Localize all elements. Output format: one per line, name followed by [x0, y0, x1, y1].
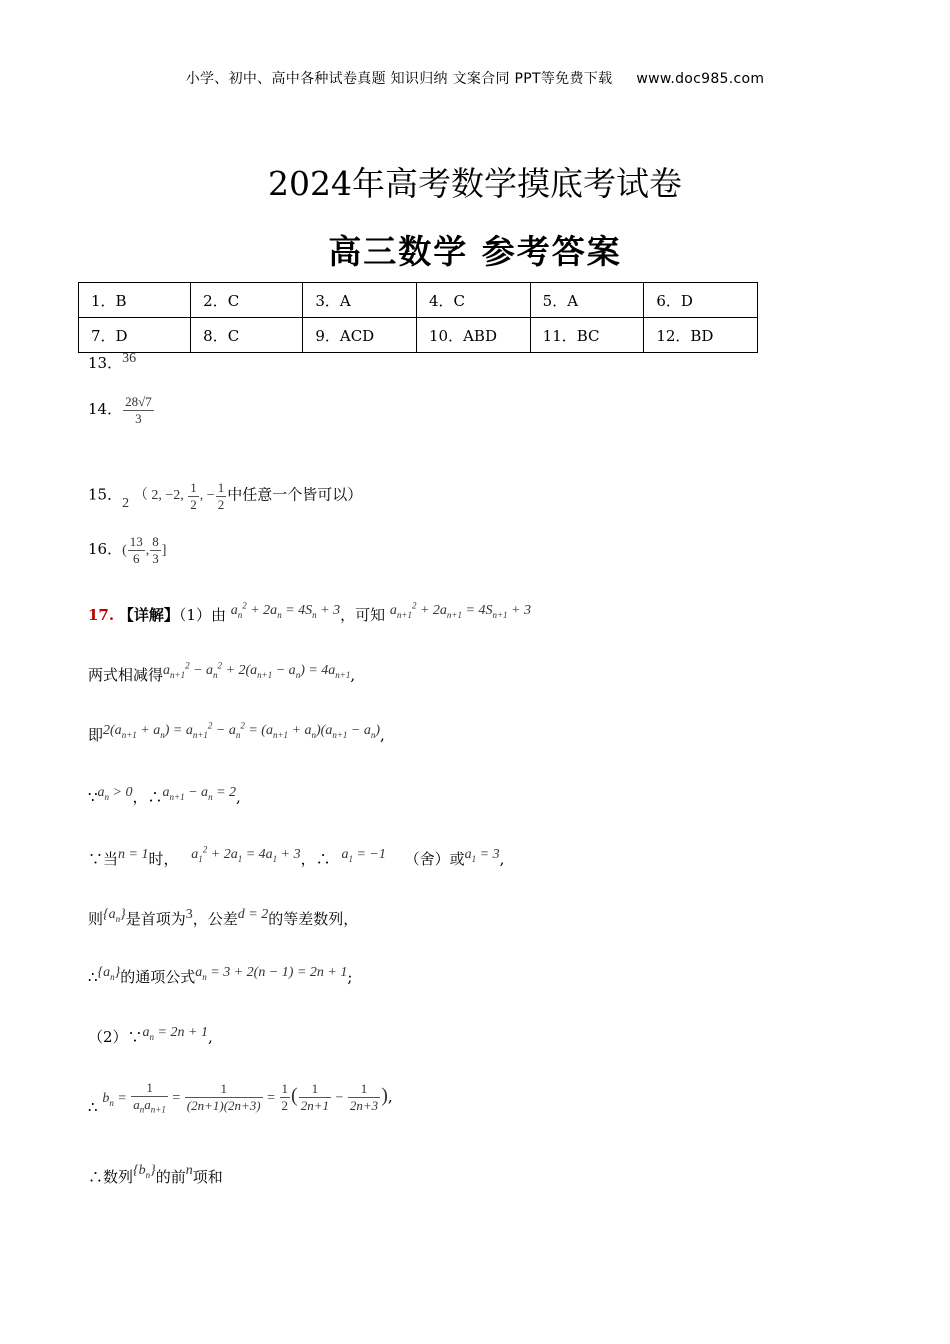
- q16-f1-den: 6: [133, 550, 140, 566]
- q17-text: 时，: [148, 850, 179, 868]
- answer-cell: 7．D: [79, 318, 191, 353]
- solution-17-line3: 即$2(a_{n+1} + a_n) = a_{n+1}^2 - a_n^2 = (a_{n+1} + a_n)(a_{n+1} - a_n)$,: [88, 720, 385, 744]
- q15-alternatives: （ 2, −2, $\frac{1}{2}$ , − $\frac{1}{2}$: [133, 480, 225, 512]
- q17-text: 的等差数列，: [268, 910, 359, 928]
- solution-17-line6: 则$\{a_n\}$是首项为3，公差d = 2的等差数列，: [88, 907, 359, 928]
- q16-f1-num: 13: [129, 534, 143, 549]
- page-title: 2024年高考数学摸底考试卷: [268, 164, 682, 203]
- page-header: [0, 68, 950, 88]
- table-row: [79, 318, 758, 353]
- answer-cell: 5．A: [530, 283, 644, 318]
- q16-close: ]: [161, 543, 167, 559]
- q13-answer: 36: [122, 351, 137, 366]
- solution-17-line4: $\because a_n > 0$，$\therefore a_{n+1} - a_n = 2$,: [88, 785, 241, 806]
- answer-cell: 2．C: [191, 283, 303, 318]
- answer-cell: 9．ACD: [303, 318, 417, 353]
- q17-text: ，公差: [192, 910, 238, 928]
- q13-number: 13．: [88, 354, 123, 372]
- q17-tag: 【详解】: [118, 606, 179, 624]
- therefore-symbol: ∴: [88, 1097, 98, 1116]
- q16-f2-den: 3: [152, 550, 159, 566]
- header-site[interactable]: www.doc985.com: [636, 71, 765, 87]
- q17-text: ∵当: [88, 850, 119, 868]
- therefore-symbol: ∴: [88, 968, 98, 986]
- q17-text: 则: [88, 910, 104, 928]
- answer-13: [88, 352, 136, 373]
- q16-open: (: [122, 543, 127, 559]
- answer-16: 16．( $\frac{13}{6}$ , $\frac{8}{3}$ ]: [88, 534, 167, 566]
- q17-text: 的前: [155, 1168, 186, 1186]
- table-row: [79, 283, 758, 318]
- answer-cell: 1．B: [79, 283, 191, 318]
- solution-17-line8: $(2)\because a_n = 2n + 1$,: [88, 1025, 213, 1046]
- solution-17-line2: 两式相减得$a_{n+1}^2 - a_n^2 + 2(a_{n+1} - a_n) = 4a_{n+1}$,: [88, 660, 356, 684]
- q17-number: 17.: [88, 606, 115, 624]
- because-symbol: ∵: [88, 788, 98, 806]
- q17-text: 项和: [192, 1168, 223, 1186]
- solution-17-line9: ∴ $b_n$ = $\frac{1}{a_na_{n+1}}$ = $\frac{1}{(2n+1)(2n+3)}$ = $\frac{1}{2}$ ( $\frac{1}{2n+1}$ − $\frac{1}{2n+3}$ ),: [88, 1080, 393, 1116]
- solution-17-line1: 17. 【详解】（1）由 $a_n^2 + 2a_n = 4S_n + 3$，可知 $a_{n+1}^2 + 2a_{n+1} = 4S_{n+1} + 3$: [88, 600, 531, 624]
- q15-alt-tail: 中任意一个皆可以）: [227, 485, 363, 504]
- q17-text: 两式相减得: [88, 666, 164, 684]
- answer-table: [78, 282, 758, 353]
- q16-f2-num: 8: [152, 534, 159, 549]
- answer-cell: 12．BD: [644, 318, 758, 353]
- q15-alt-open: （ 2, −2,: [133, 488, 188, 504]
- answer-cell: 3．A: [303, 283, 417, 318]
- therefore-symbol: ∴: [315, 850, 331, 868]
- answer-cell: 4．C: [417, 283, 531, 318]
- q17-part1-label: （1）由: [178, 606, 226, 624]
- q16-number: 16．: [88, 540, 123, 559]
- q14-numerator: 28√7: [125, 394, 152, 409]
- solution-17-line7: $\therefore\{a_n\}$的通项公式$a_n = 3 + 2(n - 1) = 2n + 1$;: [88, 965, 353, 986]
- q17-text: ，可知: [340, 606, 386, 624]
- q14-denominator: 3: [135, 410, 142, 426]
- q17-text: 数列: [103, 1168, 134, 1186]
- answer-15: [88, 480, 362, 512]
- q15-number: 15．: [88, 485, 123, 504]
- q17-text: （舍）或: [404, 850, 465, 868]
- therefore-symbol: ∴: [147, 788, 163, 806]
- answer-14: [88, 394, 155, 426]
- header-text: 小学、初中、高中各种试卷真题 知识归纳 文案合同 PPT等免费下载: [185, 71, 613, 87]
- q17-text: 是首项为: [125, 910, 186, 928]
- solution-17-line10: ∴数列$\{b_n\}$的前n项和: [88, 1163, 223, 1186]
- q14-number: 14．: [88, 400, 123, 419]
- page-subtitle: 高三数学 参考答案: [328, 232, 622, 271]
- solution-17-line5: ∵当n = 1时， $a_1^2 + 2a_1 = 4a_1 + 3$，∴ $a_1 = -1$ （舍）或$a_1 = 3$,: [88, 844, 505, 868]
- q17-text: 即: [88, 726, 104, 744]
- q17-text: 的通项公式: [120, 968, 196, 986]
- q15-answer: 2: [122, 496, 130, 512]
- answer-cell: 6．D: [644, 283, 758, 318]
- q17-part2-label: （2）∵: [88, 1028, 143, 1046]
- answer-cell: 8．C: [191, 318, 303, 353]
- q14-fraction: [123, 394, 154, 426]
- therefore-symbol: ∴: [88, 1168, 104, 1186]
- answer-cell: 10．ABD: [417, 318, 531, 353]
- answer-cell: 11．BC: [530, 318, 644, 353]
